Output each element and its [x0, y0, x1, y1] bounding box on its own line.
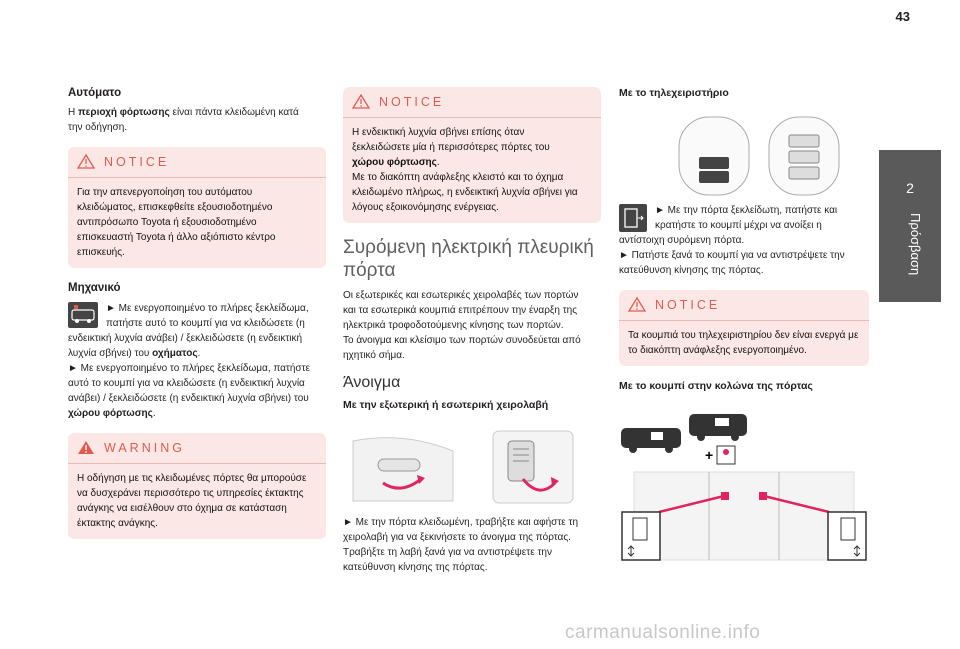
- notice-2-line: κλειδωμένο πλήρως, η ενδεικτική λυχνία σβήνει για: [352, 187, 578, 198]
- remote-key-illustration: [659, 109, 859, 197]
- handle-title: Με την εξωτερική ή εσωτερική χειρολαβή: [343, 399, 549, 411]
- notice-1-line: Για την απενεργοποίηση του αυτόματου: [77, 187, 253, 198]
- notice-box-1: [68, 147, 326, 268]
- remote-line: κρατήστε το κουμπί μέχρι να ανοίξει η: [655, 220, 822, 231]
- column-2: [343, 87, 601, 575]
- sliding-door-button-icon: [619, 204, 647, 232]
- notice-3-head: NOTICE: [655, 298, 721, 312]
- warning-triangle-icon: [352, 94, 370, 109]
- warning-line: να δυσχεράνει περισσότερο τις υπηρεσίες έκτακτης: [77, 488, 304, 499]
- notice-2-line: Με το διακόπτη ανάφλεξης κλειστό και το όχημα: [352, 172, 564, 183]
- notice-1-line: επισκευαστή Toyota ή άλλο αξιόπιστο κέντρο: [77, 232, 276, 243]
- notice-2-line: Η ενδεικτική λυχνία σβήνει επίσης όταν: [352, 127, 525, 138]
- warning-line: έκτακτης ανάγκης.: [77, 518, 158, 529]
- warning-line: Η οδήγηση με τις κλειδωμένες πόρτες θα μπορούσε: [77, 473, 307, 484]
- manual-line: ► Με ενεργοποιημένο το πλήρες ξεκλείδωμα,: [106, 303, 309, 314]
- sliding-door-title: Συρόμενη ηλεκτρική πλευρική πόρτα: [343, 237, 594, 281]
- remote-line: ► Πατήστε ξανά το κουμπί για να αντιστρέψετε την: [619, 250, 845, 261]
- auto-text-2: την οδήγηση.: [68, 122, 128, 133]
- manual-line: πατήστε αυτό το κουμπί για να κλειδώσετε (η: [106, 318, 305, 329]
- door-handle-illustration: [343, 421, 601, 507]
- remote-line: κατεύθυνση κίνησης της πόρτας.: [619, 265, 764, 276]
- left-door-button-icon: [622, 512, 660, 560]
- manual-line: ανάβει) / ξεκλειδώσετε (η ενδεικτική λυχνία σβήνει) του: [68, 393, 309, 404]
- notice-box-2: [343, 87, 601, 223]
- remote-section: [619, 203, 869, 278]
- pillar-title: Με το κουμπί στην κολώνα της πόρτας: [619, 380, 813, 392]
- warning-triangle-icon: [77, 440, 95, 455]
- right-door-button-icon: [828, 512, 866, 560]
- notice-2-line: χώρου φόρτωσης.: [352, 157, 440, 168]
- warning-line: ανάγκης να εισέλθουν στο όχημα σε κατάσταση: [77, 503, 287, 514]
- manual-line: χώρου φόρτωσης.: [68, 408, 156, 419]
- van-lock-button-icon: [68, 302, 98, 328]
- watermark: carmanualsonline.info: [565, 622, 761, 643]
- sliding-door-text: Οι εξωτερικές και εσωτερικές χειρολαβές των πορτών και τα εσωτερικά κουμπιά επιτρέπουν την έναρξη της ηλεκτρικά τροφοδοτούμενης κίνησης των πορτών. Το άνοιγμα και κλείσιμο των πορτών συνοδεύεται από ηχητικό σήμα.: [343, 290, 581, 361]
- remote-title: Με το τηλεχειριστήριο: [619, 87, 729, 99]
- notice-box-3: [619, 290, 869, 366]
- opening-title: Άνοιγμα: [343, 374, 401, 391]
- page-number: 43: [895, 9, 910, 24]
- warning-box: [68, 433, 326, 539]
- side-tab[interactable]: [879, 150, 941, 302]
- manual-line: αυτό το κουμπί για να κλειδώσετε (η ενδεικτική λυχνία: [68, 378, 305, 389]
- side-tab-label: Πρόσβαση: [908, 213, 923, 276]
- notice-1-line: κλειδώματος, επισκεφθείτε εξουσιοδοτημένο: [77, 202, 273, 213]
- handle-text: ► Με την πόρτα κλειδωμένη, τραβήξτε και αφήστε τη χειρολαβή για να ξεκινήσετε το άνοιγμα της πόρτας. Τραβήξτε τη λαβή ξανά για να αντιστρέψετε την κατεύθυνση κίνησης της πόρτας.: [343, 517, 579, 573]
- warning-triangle-icon: [77, 154, 95, 169]
- warning-triangle-icon: [628, 297, 646, 312]
- remote-line: αντίστοιχη συρόμενη πόρτα.: [619, 235, 745, 246]
- van-icons: [621, 414, 747, 464]
- manual-line: λυχνία σβήνει) του οχήματος.: [68, 348, 201, 359]
- side-tab-number: 2: [906, 180, 914, 196]
- manual-line: ► Με ενεργοποιημένο το πλήρες ξεκλείδωμα, πατήστε: [68, 363, 311, 374]
- manual-title: Μηχανικό: [68, 282, 121, 294]
- notice-2-head: NOTICE: [379, 95, 445, 109]
- notice-1-head: NOTICE: [104, 155, 170, 169]
- door-pillar-illustration: [619, 400, 869, 565]
- auto-text: Η περιοχή φόρτωσης είναι πάντα κλειδωμένη κατά: [68, 107, 299, 118]
- svg-text:+: +: [705, 447, 714, 463]
- notice-2-line: λόγους εξοικονόμησης ενέργειας.: [352, 202, 499, 213]
- auto-title: Αυτόματο: [68, 87, 122, 99]
- manual-line: ενδεικτική λυχνία ανάβει) / ξεκλειδώσετε (η ενδεικτική: [68, 333, 303, 344]
- column-1: [68, 86, 326, 539]
- remote-line: ► Με την πόρτα ξεκλείδωτη, πατήστε και: [655, 205, 838, 216]
- warning-head: WARNING: [104, 441, 185, 455]
- manual-section: [68, 301, 326, 421]
- column-3: [619, 86, 869, 565]
- notice-1-line: αντιπρόσωπο Toyota ή εξουσιοδοτημένο: [77, 217, 257, 228]
- notice-2-line: ξεκλειδώσετε μία ή περισσότερες πόρτες του: [352, 142, 550, 153]
- notice-3-line: Τα κουμπιά του τηλεχειριστηρίου δεν είναι ενεργά με: [628, 330, 859, 341]
- notice-1-line: επισκευής.: [77, 247, 125, 258]
- notice-3-line: το διακόπτη ανάφλεξης ενεργοποιημένο.: [628, 345, 807, 356]
